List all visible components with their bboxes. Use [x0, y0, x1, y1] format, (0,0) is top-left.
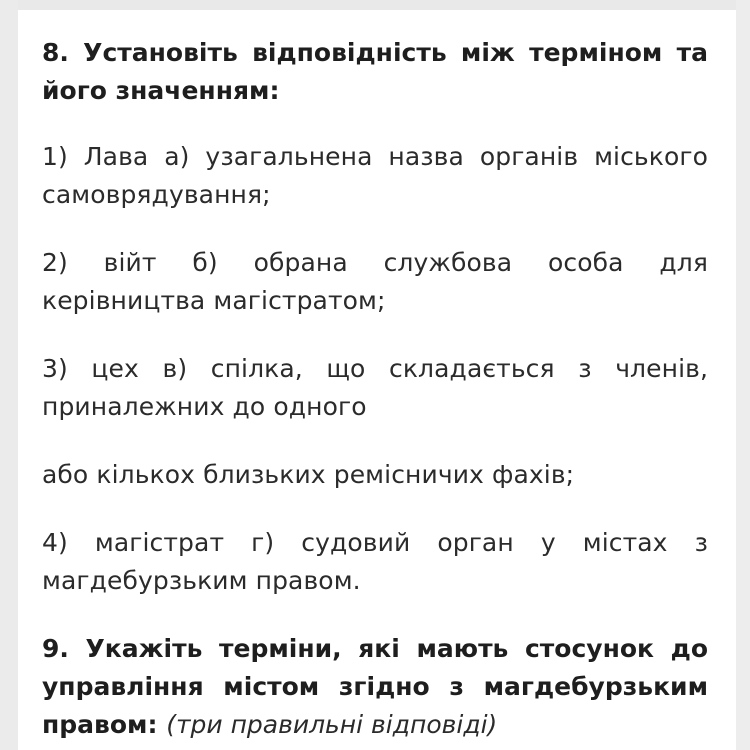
question-content: [42, 34, 708, 744]
question-9-note: (три правильні відповіді): [166, 710, 498, 739]
question-9-title: [42, 630, 708, 744]
match-item-2: 2) війт б) обрана службова особа для керівництва магістратом;: [42, 248, 708, 315]
match-item-1: 1) Лава а) узагальнена назва органів міського самоврядування;: [42, 142, 708, 209]
top-border: [0, 0, 750, 10]
match-item-4: 4) магістрат г) судовий орган у містах з магдебурзьким правом.: [42, 528, 708, 595]
match-item-3: 3) цех в) спілка, що складається з членів, приналежних до одного: [42, 354, 708, 421]
question-8-title: 8. Установіть відповідність між терміном та його значенням:: [42, 38, 708, 105]
left-border: [0, 0, 18, 750]
question-card: [18, 10, 736, 750]
right-border: [736, 0, 750, 750]
match-item-3-continued: або кількох близьких ремісничих фахів;: [42, 460, 575, 489]
question-9-title-text: 9. Укажіть терміни, які мають стосунок до управління містом згідно з магдебурзьким правом:: [42, 634, 708, 739]
